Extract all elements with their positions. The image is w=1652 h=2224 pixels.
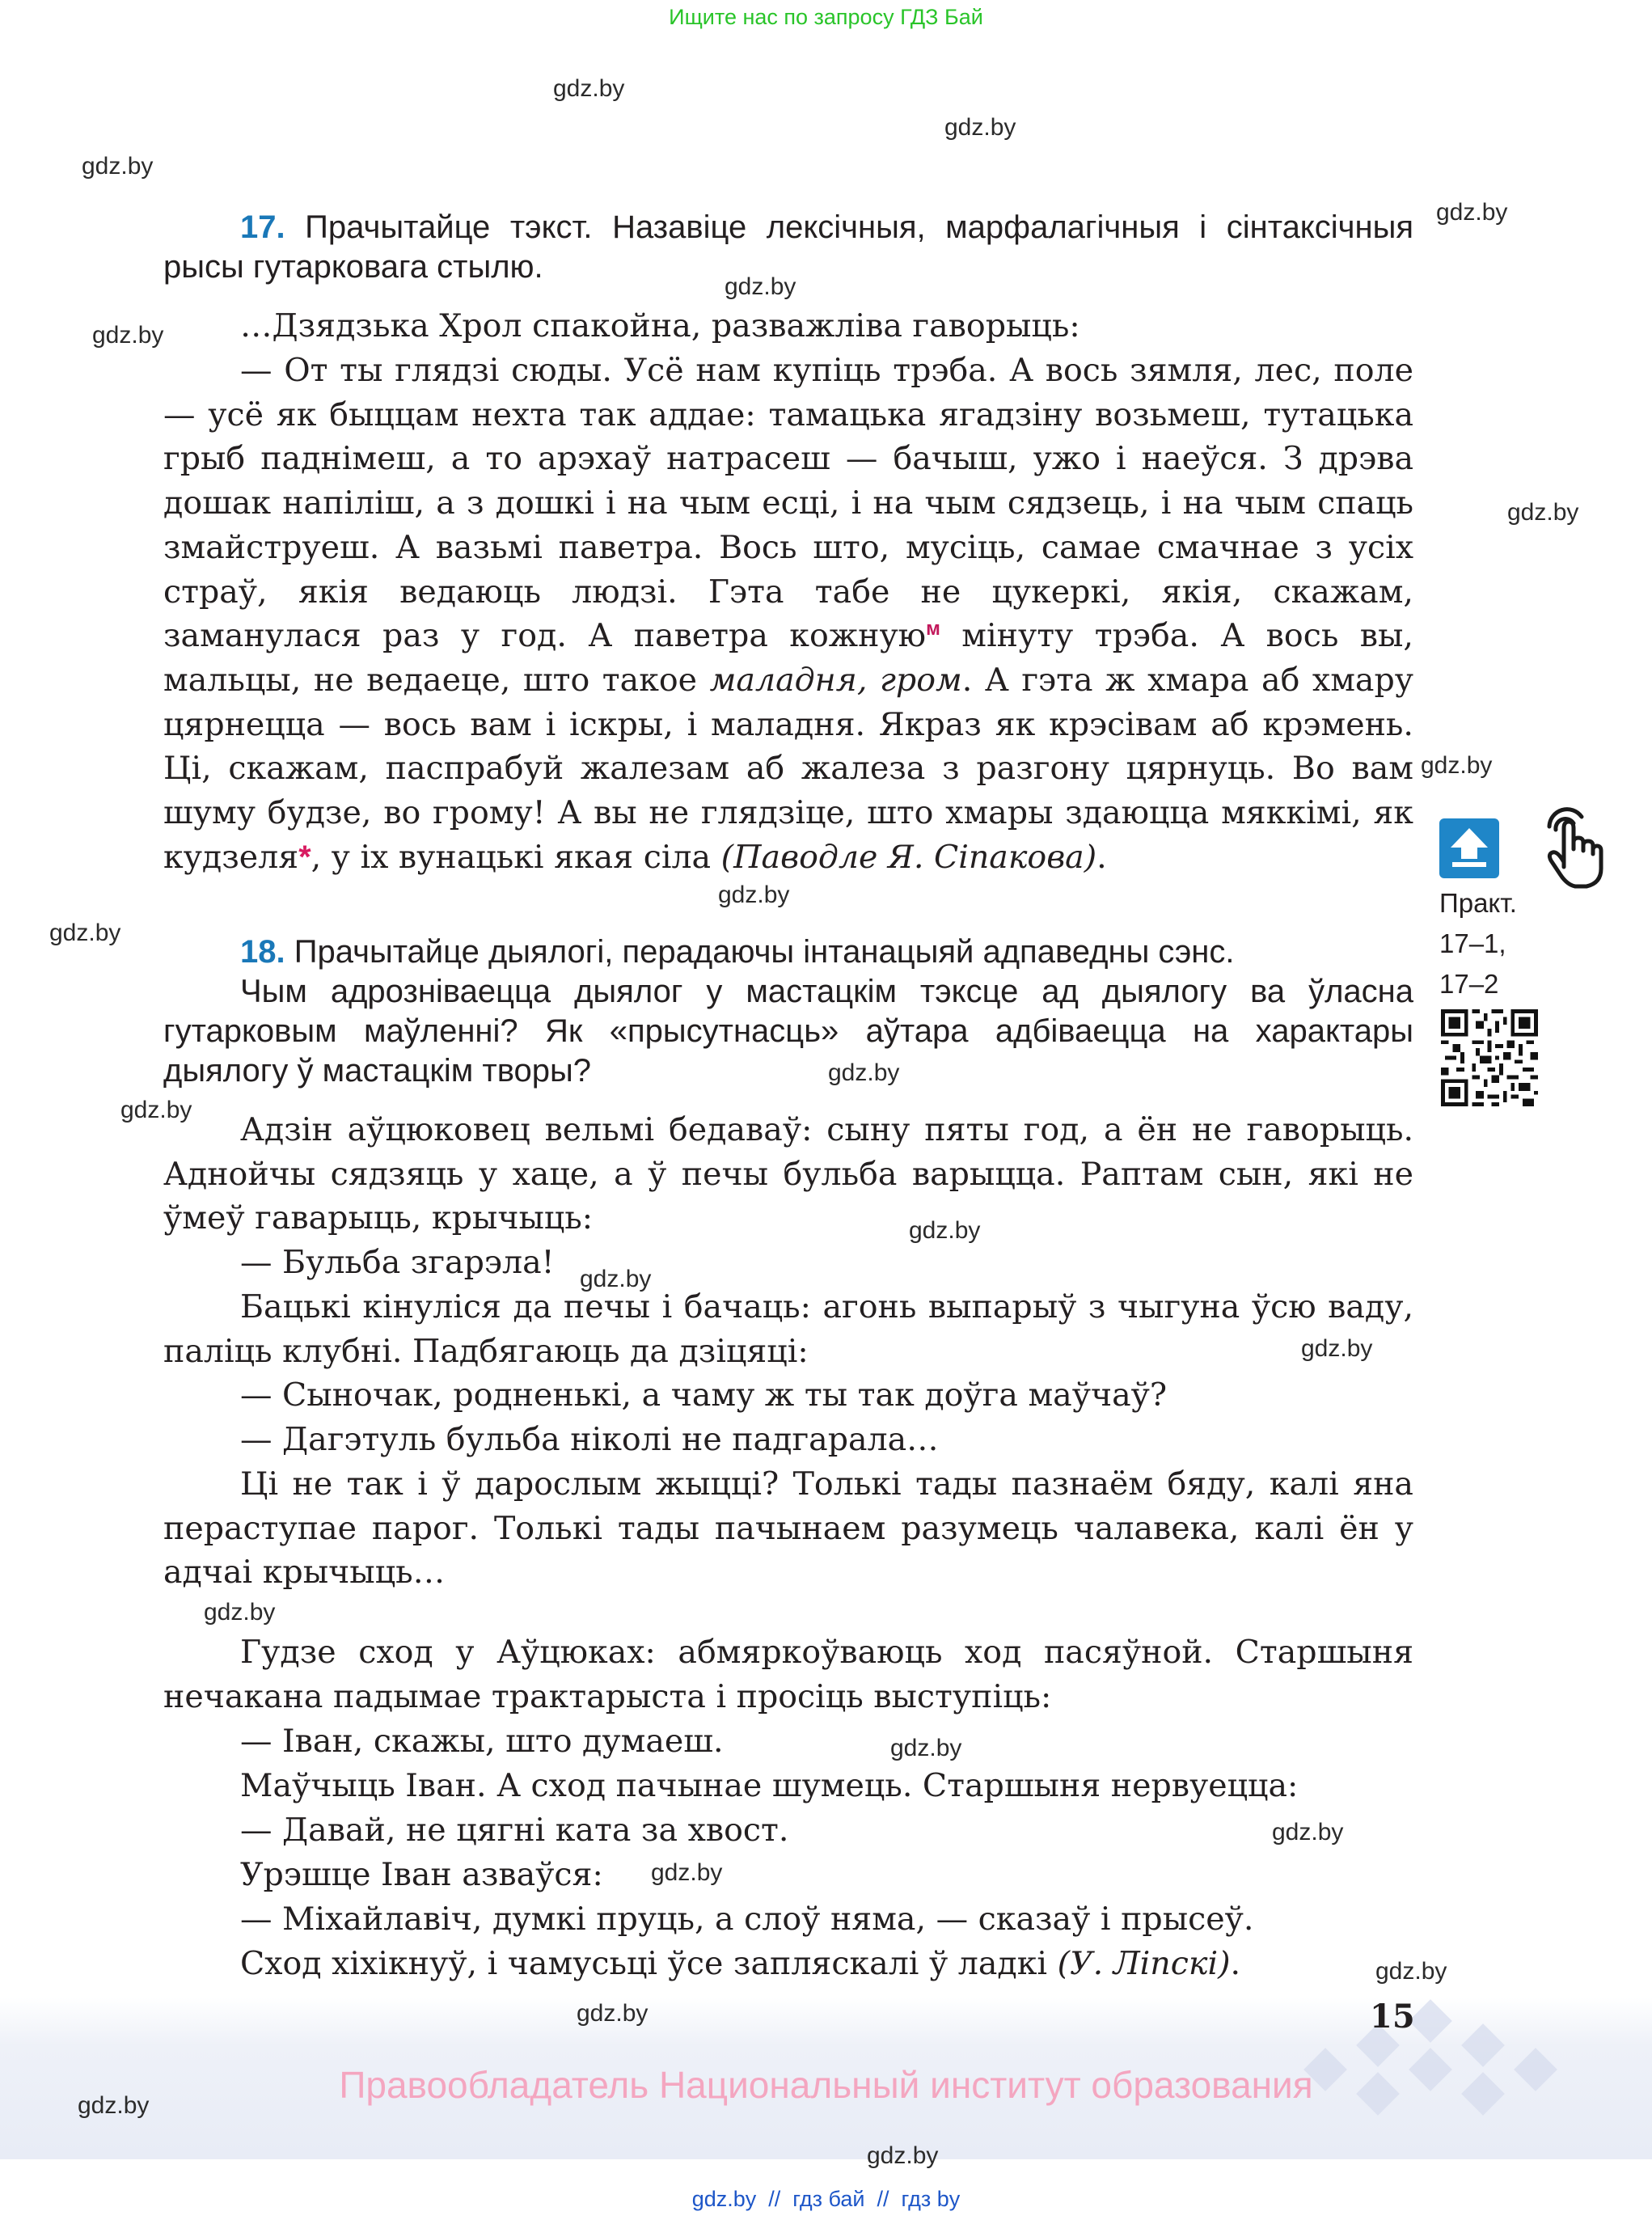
story-2-line-6: — Міхайлавіч, думкі пруць, а слоў няма, — сказаў і прысеў. [240,1901,1254,1938]
practice-label-3[interactable]: 17–2 [1439,969,1499,999]
exercise-17-source: (Паводле Я. Сіпакова) [720,838,1097,876]
story-2-line-3: Маўчыць Іван. А сход пачынае шумець. Старшыня нервуецца: [240,1767,1299,1804]
top-banner[interactable]: Ищите нас по запросу ГДЗ Бай [669,5,983,29]
exercise-18-task-text: Прачытайце дыялогі, перадаючы інтанацыяй адпаведны сэнс. [294,934,1235,970]
exercise-18-task-question: Чым адрозніваецца дыялог у мастацкім тэксце ад дыялогу ва ўласна гутарковым маўленні? Як «прысутнасць» аўтара адбіваецца на характары дыялогу ў мастацкім творы? [163,974,1413,1089]
decorative-squares-icon [1286,1998,1577,2127]
story-2-line-7 [163,1942,1413,1986]
watermark: gdz.by [828,1059,900,1086]
watermark: gdz.by [1301,1335,1373,1362]
story-1-paragraph-3: Бацькі кінуліся да печы і бачаць: агонь выпарыў з чыгуна ўсю ваду, паліць клубні. Падбягаюць да дзіцяці: [163,1288,1413,1370]
page-number: 15 [1370,1998,1415,2036]
watermark: gdz.by [82,153,154,180]
copyright-notice: Правообладатель Национальный институт образования [339,2064,1313,2106]
watermark: gdz.by [577,2000,649,2027]
story-2-last-text: Сход хіхікнуў, і чамусьці ўсе запляскалі ў ладкі [240,1945,1058,1982]
watermark: gdz.by [580,1266,652,1292]
practice-label-2[interactable]: 17–1, [1439,928,1506,958]
exercise-17-text-a: — От ты глядзі сюды. Усё нам купіць трэба. А вось зямля, лес, поле — усё як быццам нехта так аддае: тамацька ягадзіну возьмеш, тутацька грыб паднімеш, а то арэхаў натрасеш — бачыш, ужо і наеўся. З дрэва дошак напіліш, а з дошкі і на чым есці, і на чым сядзець, і на чым спаць змайструеш. А вазьмі паветра. Вось што, мусіць, самае смачнае з усіх страў, якія ведаюць людзі. Гэта табе не цукеркі, якія, скажам, заманулася раз у год. А паветра кожную [163,352,1413,655]
exercise-17-paragraph-2 [163,349,1413,879]
exercise-17-text-d: , у іх вунацькі якая сіла [311,838,721,876]
practice-up-button[interactable] [1439,818,1499,878]
arrow-up-icon [1439,818,1499,878]
exercise-17-text-b: мінуту трэба. А вось вы, мальцы, не ведаеце, што такое [163,617,1413,699]
touch-hand-icon[interactable] [1533,794,1606,891]
watermark: gdz.by [78,2092,150,2119]
bottom-links[interactable]: gdz.by // гдз бай // гдз by [691,2187,961,2211]
exercise-17-period: . [1096,838,1107,876]
watermark: gdz.by [92,322,164,349]
watermark: gdz.by [553,75,625,102]
exercise-17-number: 17. [240,209,285,245]
margin-marker: м [926,618,940,641]
exercise-18-number: 18. [240,934,285,970]
watermark: gdz.by [867,2142,939,2169]
watermark: gdz.by [1272,1819,1344,1846]
story-1-paragraph-6: Ці не так і ў дарослым жыцці? Толькі тады пазнаём бяду, калі яна пераступае парог. Толькі тады пачынаем разумець чалавека, калі ён у адчаі крычыць… [163,1465,1413,1592]
qr-code-icon[interactable] [1441,1009,1538,1106]
watermark: gdz.by [725,273,796,300]
watermark: gdz.by [1421,752,1493,779]
story-1-paragraph-1: Адзін аўцюковец вельмі бедаваў: сыну пяты год, а ён не гаворыць. Аднойчы сядзяць у хаце, а ў печы бульба варыцца. Раптам сын, які не ўмеў гаварыць, крычыць: [163,1111,1413,1237]
practice-label-1[interactable]: Практ. [1439,888,1517,918]
story-1-line-4: — Сыночак, родненькі, а чаму ж ты так доўга маўчаў? [240,1376,1168,1414]
watermark: gdz.by [944,114,1016,141]
watermark: gdz.by [890,1735,962,1761]
watermark: gdz.by [120,1097,192,1123]
watermark: gdz.by [1507,499,1579,526]
watermark: gdz.by [651,1859,723,1886]
story-2-line-5: Урэшце Іван азваўся: [240,1856,603,1893]
exercise-17-text-c: . А гэта ж хмара аб хмару цярнецца — вось вам і іскры, і маладня. Якраз як крэсівам аб крэмень. Ці, скажам, паспрабуй жалезам аб жалеза з разгону цярнуць. Во вам шуму будзе, во грому! А вы не глядзіце, што хмары здаюцца мяккімі, як кудзеля [163,661,1413,876]
watermark: gdz.by [204,1599,276,1626]
story-2-period: . [1230,1945,1241,1982]
story-2-line-2: — Іван, скажы, што думаеш. [240,1723,724,1760]
story-2-source: (У. Ліпскі) [1057,1945,1231,1982]
story-1-line-5: — Дагэтуль бульба ніколі не падгарала… [240,1421,939,1458]
glossary-asterisk: * [298,839,311,875]
exercise-17-paragraph-1: …Дзядзька Хрол спакойна, разважліва гаворыць: [240,307,1080,345]
exercise-17-task-text: Прачытайце тэкст. Назавіце лексічныя, марфалагічныя і сінтаксічныя рысы гутарковага стылю. [163,209,1413,285]
story-2-line-4: — Давай, не цягні ката за хвост. [240,1812,789,1849]
watermark: gdz.by [909,1217,981,1244]
watermark: gdz.by [1436,199,1508,226]
watermark: gdz.by [1375,1958,1447,1985]
italic-terms: маладня, гром [709,661,962,699]
watermark: gdz.by [49,920,121,946]
watermark: gdz.by [718,882,790,908]
exercise-18-task-line-1 [163,932,1413,972]
story-1-line-2: — Бульба згарэла! [240,1244,555,1281]
story-2-paragraph-1: Гудзе сход у Аўцюках: абмяркоўваюць ход пасяўной. Старшыня нечакана падымае трактарыста і просіць выступіць: [163,1634,1413,1715]
